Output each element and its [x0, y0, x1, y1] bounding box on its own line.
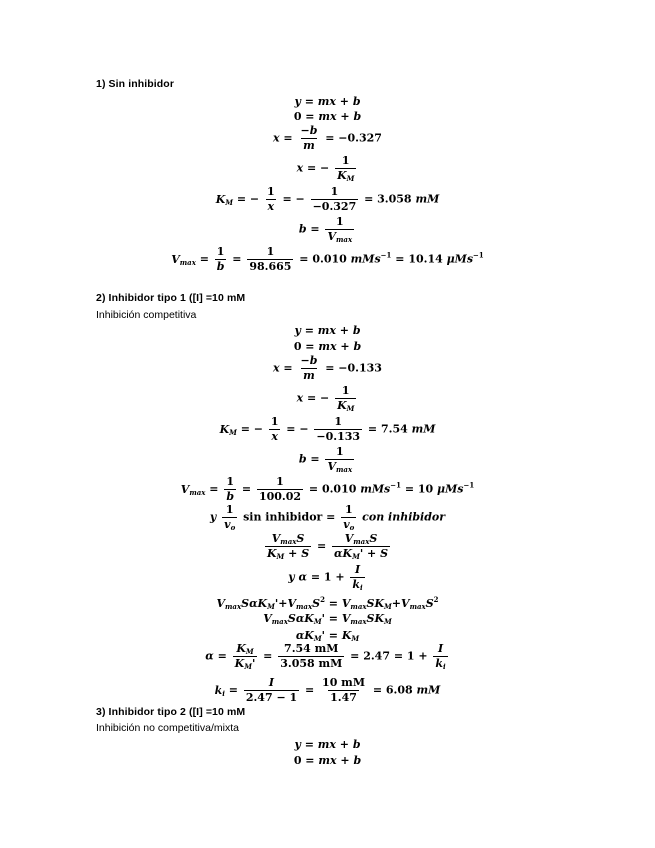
alpha-denominator: 3.058 mM [280, 657, 343, 671]
b-value: 98.665 [249, 260, 292, 274]
b-value: 100.02 [258, 490, 302, 504]
section-1-heading: 1) Sin inhibidor [96, 78, 175, 90]
equation-alpha-km: $\alpha K_M' = K_M$ [295, 629, 360, 643]
equation-alpha-value: α = $\frac{K_M}{K_M'}$ = $\frac{7.54 mM}{3.058 mM}$ = 2.47 = 1 + $\frac{I}{k_i}$ [205, 642, 446, 672]
km-unit: mM [415, 192, 440, 206]
equation-ki: $k_i$ = $\frac{I}{2.47 - 1}$ = $\frac{10 mM}{1.47}$ = 6.08 mM [214, 676, 441, 705]
sin-inhibidor-text: sin inhibidor [243, 510, 323, 524]
equation-x-km: x = − $\frac{1}{K_M}$ [296, 384, 355, 414]
ki-denominator-expr: 2.47 − 1 [245, 691, 298, 705]
x-value: −0.133 [338, 361, 382, 375]
ki-result: 6.08 [385, 683, 413, 697]
vmax-result-um: 10.14 [408, 252, 443, 266]
equation-line: y = mx + b [294, 738, 361, 751]
equation-b: b = $\frac{1}{V_{max}}$ [298, 215, 353, 245]
ki-denominator: 1.47 [330, 691, 357, 705]
vmax-result-mm: 0.010 [312, 252, 347, 266]
equation-line: 0 = mx + b [293, 110, 362, 123]
x-denominator: −0.327 [312, 200, 357, 214]
vmax-unit-um: μMs [437, 482, 464, 496]
vmax-result-mm: 0.010 [321, 482, 357, 496]
equation-b: b = $\frac{1}{V_{max}}$ [298, 445, 353, 475]
equation-vmax: $V_{max}$ = $\frac{1}{b}$ = $\frac{1}{100.02}$ = 0.010 mMs$^{-1}$ = 10 μMs$^{-1}$ [180, 475, 475, 504]
vmax-unit-mm: mMs [350, 252, 381, 266]
km-unit: mM [411, 422, 436, 436]
equation-x: x = $\frac{-b}{m}$ = −0.133 [273, 354, 382, 383]
equation-simplify: $V_{max}S\alpha K_M' = V_{max}SK_M$ [263, 612, 392, 626]
equation-km: $K_M$ = − $\frac{1}{x}$ = − $\frac{1}{-0.327}$ = 3.058 mM [215, 185, 440, 214]
equation-line: 0 = mx + b [293, 754, 362, 767]
equation-line: y = mx + b [294, 324, 361, 337]
ki-unit: mM [416, 683, 441, 697]
equation-alpha-def: y α = 1 + $\frac{I}{k_i}$ [288, 563, 363, 593]
equation-km: $K_M$ = − $\frac{1}{x}$ = − $\frac{1}{-0.133}$ = 7.54 mM [219, 415, 436, 444]
km-result: 7.54 [380, 422, 408, 436]
ki-numerator: 10 mM [322, 676, 365, 689]
x-value: −0.327 [338, 131, 382, 145]
equation-expand: $V_{max}S\alpha K_M'+V_{max}S^2 = V_{max}SK_M+V_{max}S^2$ [216, 595, 439, 611]
equation-line: 0 = mx + b [293, 340, 362, 353]
equation-y-vo: y $\frac{1}{v_o}$ sin inhibidor = $\frac{1}{v_o}$ con inhibidor [209, 503, 446, 533]
section-2-heading: 2) Inhibidor tipo 1 ([I] =10 mM [96, 292, 246, 304]
section-3-heading: 3) Inhibidor tipo 2 ([I] =10 mM [96, 706, 246, 718]
vmax-result-um: 10 [417, 482, 434, 496]
con-inhibidor-text: con inhibidor [362, 510, 446, 524]
section-2-subheading: Inhibición competitiva [96, 309, 197, 321]
alpha-value: 2.47 [363, 649, 390, 663]
x-denominator: −0.133 [316, 430, 361, 444]
vmax-unit-mm: mMs [360, 482, 391, 496]
equation-michaelis-ratio: $\frac{V_{max}S}{K_M + S}$ = $\frac{V_{max}S}{\alpha K_M' + S}$ [266, 532, 389, 562]
equation-vmax: $V_{max}$ = $\frac{1}{b}$ = $\frac{1}{98.665}$ = 0.010 mMs$^{-1}$ = 10.14 μMs$^{-1}$ [171, 245, 484, 274]
vmax-unit-um: μMs [446, 252, 474, 266]
section-3-subheading: Inhibición no competitiva/mixta [96, 722, 239, 734]
equation-x: x = $\frac{-b}{m}$ = −0.327 [273, 124, 382, 153]
alpha-numerator: 7.54 mM [284, 642, 339, 655]
km-result: 3.058 [377, 192, 412, 206]
equation-line: y = mx + b [294, 95, 361, 108]
equation-x-km: x = − $\frac{1}{K_M}$ [296, 154, 355, 184]
